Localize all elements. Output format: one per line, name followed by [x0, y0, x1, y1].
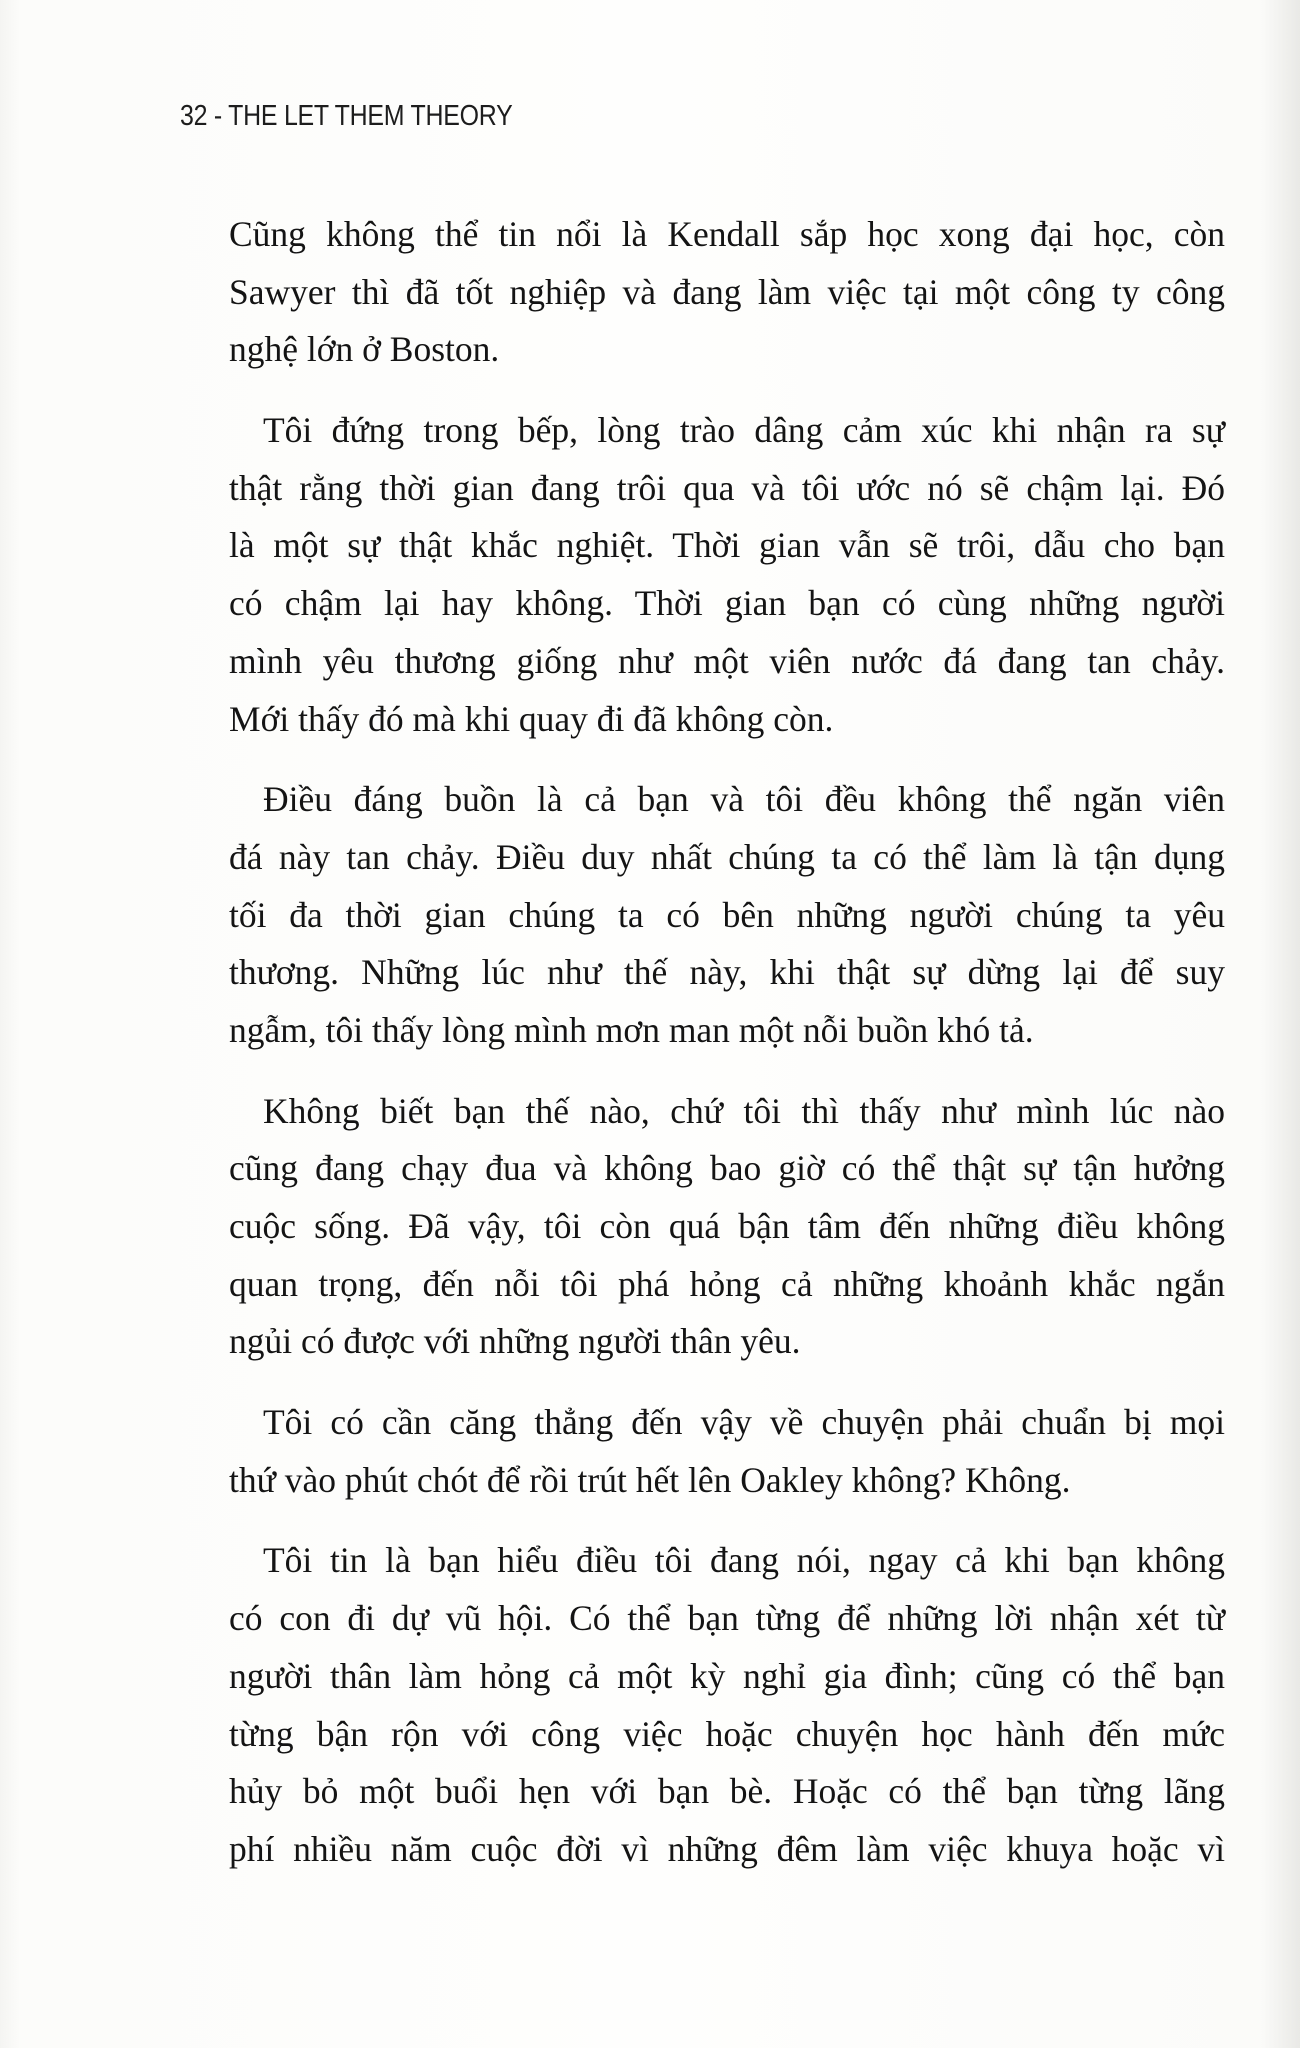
text-line: nghệ lớn ở Boston.	[229, 329, 500, 370]
body-text	[229, 206, 1225, 1902]
paragraph	[229, 206, 1225, 379]
text-line: Tôi có cần căng thẳng đến vậy về chuyện phải chuẩn bị mọi	[263, 1402, 1225, 1443]
text-line: là một sự thật khắc nghiệt. Thời gian vẫn sẽ trôi, dẫu cho bạn	[229, 525, 1225, 566]
text-line: thương. Những lúc như thế này, khi thật sự dừng lại để suy	[229, 952, 1225, 993]
text-line: có con đi dự vũ hội. Có thể bạn từng để những lời nhận xét từ	[229, 1598, 1225, 1639]
text-line: phí nhiều năm cuộc đời vì những đêm làm việc khuya hoặc vì	[229, 1828, 1225, 1869]
text-line: thật rằng thời gian đang trôi qua và tôi ước nó sẽ chậm lại. Đó	[229, 467, 1225, 508]
text-line: cũng đang chạy đua và không bao giờ có thể thật sự tận hưởng	[229, 1148, 1225, 1189]
paragraph	[229, 771, 1225, 1059]
paragraph	[229, 1394, 1225, 1509]
text-line: Không biết bạn thế nào, chứ tôi thì thấy như mình lúc nào	[263, 1090, 1225, 1131]
text-line: đá này tan chảy. Điều duy nhất chúng ta có thể làm là tận dụng	[229, 836, 1225, 877]
text-line: từng bận rộn với công việc hoặc chuyện học hành đến mức	[229, 1713, 1225, 1754]
text-line: quan trọng, đến nỗi tôi phá hỏng cả những khoảnh khắc ngắn	[229, 1263, 1225, 1304]
text-line: Tôi tin là bạn hiểu điều tôi đang nói, ngay cả khi bạn không	[263, 1540, 1225, 1581]
text-line: thứ vào phút chót để rồi trút hết lên Oakley không? Không.	[229, 1459, 1071, 1500]
paragraph	[229, 402, 1225, 748]
text-line: Tôi đứng trong bếp, lòng trào dâng cảm xúc khi nhận ra sự	[263, 410, 1225, 451]
running-header: 32 - THE LET THEM THEORY	[180, 100, 513, 132]
text-line: cuộc sống. Đã vậy, tôi còn quá bận tâm đến những điều không	[229, 1206, 1225, 1246]
text-line: mình yêu thương giống như một viên nước đá đang tan chảy.	[229, 640, 1225, 681]
text-line: hủy bỏ một buổi hẹn với bạn bè. Hoặc có thể bạn từng lãng	[229, 1771, 1225, 1812]
paragraph	[229, 1083, 1225, 1371]
text-line: Điều đáng buồn là cả bạn và tôi đều không thể ngăn viên	[263, 779, 1225, 820]
text-line: ngẫm, tôi thấy lòng mình mơn man một nỗi buồn khó tả.	[229, 1009, 1034, 1050]
text-line: ngủi có được với những người thân yêu.	[229, 1321, 801, 1362]
text-line: có chậm lại hay không. Thời gian bạn có cùng những người	[229, 583, 1225, 624]
paragraph	[229, 1532, 1225, 1878]
text-line: Sawyer thì đã tốt nghiệp và đang làm việc tại một công ty công	[229, 271, 1225, 312]
text-line: Mới thấy đó mà khi quay đi đã không còn.	[229, 698, 834, 739]
text-line: người thân làm hỏng cả một kỳ nghỉ gia đình; cũng có thể bạn	[229, 1655, 1225, 1696]
text-line: tối đa thời gian chúng ta có bên những người chúng ta yêu	[229, 894, 1225, 935]
text-line: Cũng không thể tin nổi là Kendall sắp học xong đại học, còn	[229, 214, 1225, 254]
